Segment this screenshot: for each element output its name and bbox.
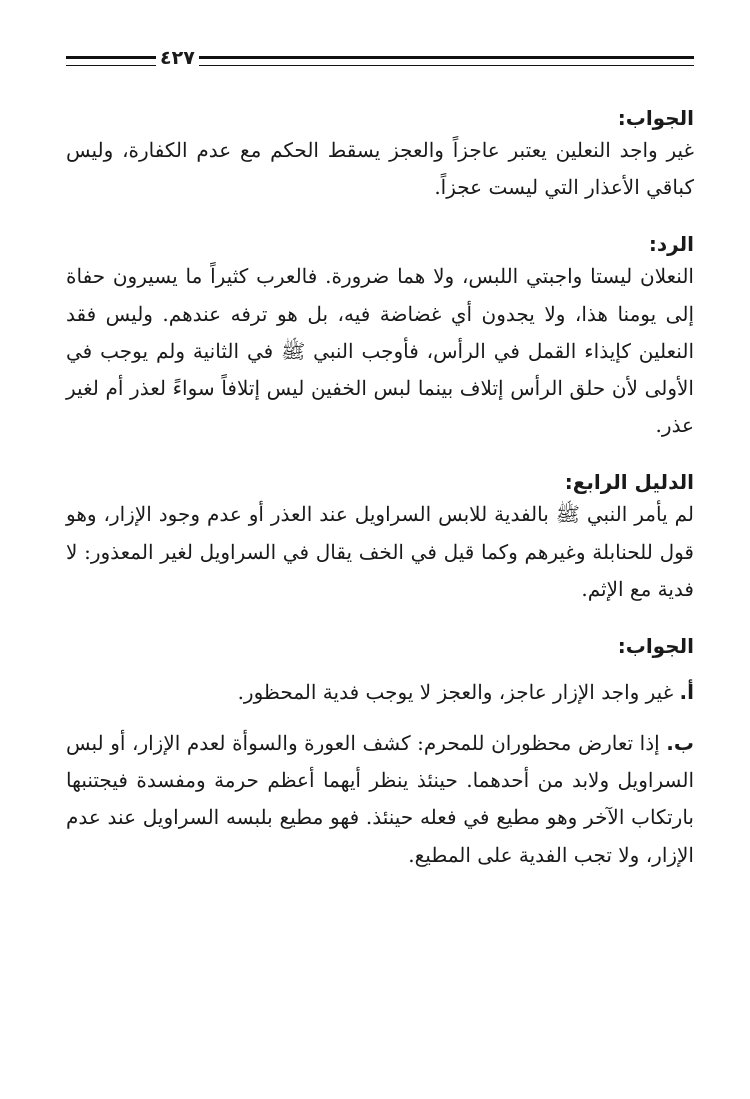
answer-item-b-text: إذا تعارض محظوران للمحرم: كشف العورة والسوأة لعدم الإزار، أو لبس السراويل ولابد من أحدهما. حينئذ ينظر أيهما أعظم حرمة ومفسدة فيجتنبها بارتكاب الآخر وهو مطيع في فعله حينئذ. فهو مطيع بلبسه السراويل عند عدم الإزار، ولا تجب الفدية على المطيع. — [66, 731, 694, 867]
section-heading-fourth-evidence: الدليل الرابع: — [564, 470, 694, 495]
page-number: ٤٢٧ — [160, 46, 195, 69]
rebuttal-paragraph: النعلان ليستا واجبتي اللبس، ولا هما ضرورة. فالعرب كثيراً ما يسيرون حفاة إلى يومنا هذا، ولا يجدون أي غضاضة فيه، بل هو ترفه عندهم. وليس فقد النعلين كإيذاء القمل في الرأس، فأوجب النبي ﷺ في الثانية ولم يوجب في الأولى لأن حلق الرأس إتلاف بينما لبس الخفين ليس إتلافاً سواءً لعذر أم لغير عذر. — [66, 264, 694, 438]
page-header — [66, 40, 694, 76]
answer-1-paragraph: غير واجد النعلين يعتبر عاجزاً والعجز يسقط الحكم مع عدم الكفارة، وليس كباقي الأعذار التي ليست عجزاً. — [66, 138, 694, 200]
answer-item-a — [66, 674, 694, 711]
section-heading-answer-1: الجواب: — [617, 106, 694, 130]
answer-item-b — [66, 725, 694, 874]
section-heading-rebuttal: الرد: — [648, 232, 694, 257]
answer-item-b-label: ب. — [666, 731, 694, 756]
answer-item-a-text: غير واجد الإزار عاجز، والعجز لا يوجب فدية المحظور. — [237, 679, 674, 704]
answer-item-a-label: أ. — [679, 679, 694, 704]
fourth-evidence-paragraph: لم يأمر النبي ﷺ بالفدية للابس السراويل عند العذر أو عدم وجود الإزار، وهو قول للحنابلة وغيرهم وكما قيل في الخف يقال في السراويل لغير المعذور: لا فدية مع الإثم. — [66, 502, 694, 601]
header-rule-right — [199, 56, 694, 66]
page — [66, 40, 694, 874]
header-rule-left — [66, 56, 156, 66]
section-heading-answer-2: الجواب: — [617, 633, 694, 658]
